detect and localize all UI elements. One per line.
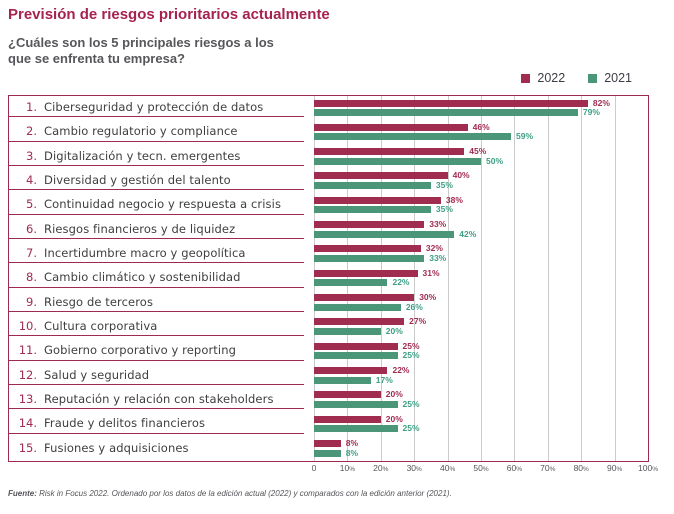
bar-2021 xyxy=(314,401,398,408)
category-label: Cultura corporativa xyxy=(44,318,158,333)
chart-subtitle-line2: que se enfrenta tu empresa? xyxy=(8,51,185,66)
bar-value-2021: 33% xyxy=(429,252,447,263)
bars-column xyxy=(314,96,648,461)
bar-row xyxy=(314,339,648,363)
category-row xyxy=(9,315,314,339)
bar-value-2022: 25% xyxy=(402,340,420,351)
bar-value-2022: 20% xyxy=(385,413,403,424)
bar-row xyxy=(314,291,648,315)
bar-value-2021: 50% xyxy=(486,155,504,166)
category-row xyxy=(9,266,314,290)
bar-row xyxy=(314,218,648,242)
category-number: 2. xyxy=(26,124,37,139)
bar-row xyxy=(314,169,648,193)
category-number: 4. xyxy=(26,172,37,187)
x-tick: 30% xyxy=(406,463,422,473)
x-tick: 40% xyxy=(439,463,456,473)
category-row xyxy=(9,96,314,120)
bar-row xyxy=(314,412,648,436)
row-underline xyxy=(9,165,304,166)
bar-value-2022: 22% xyxy=(392,365,410,376)
row-underline xyxy=(9,384,304,385)
category-number: 11. xyxy=(18,343,37,358)
x-tick: 0 xyxy=(311,463,317,473)
x-tick: 70% xyxy=(540,463,556,473)
row-underline xyxy=(9,238,304,239)
bar-2022 xyxy=(314,440,341,447)
bar-value-2022: 30% xyxy=(419,292,437,303)
row-underline xyxy=(9,262,304,263)
category-row xyxy=(9,193,314,217)
footer-source-label: Fuente: xyxy=(8,489,37,498)
category-number: 5. xyxy=(26,197,37,212)
bar-2021 xyxy=(314,206,431,213)
bar-2021 xyxy=(314,133,511,140)
legend xyxy=(521,71,632,85)
bar-2021 xyxy=(314,425,398,432)
category-number: 13. xyxy=(18,391,37,406)
category-label: Cambio climático y sostenibilidad xyxy=(44,270,241,285)
bar-2022 xyxy=(314,221,424,228)
bar-row xyxy=(314,96,648,120)
category-number: 15. xyxy=(18,440,37,455)
category-label: Ciberseguridad y protección de datos xyxy=(44,100,264,114)
row-underline xyxy=(9,335,304,336)
category-number: 12. xyxy=(18,367,37,382)
legend-swatch-icon xyxy=(521,74,530,83)
x-tick: 60% xyxy=(506,463,523,473)
bar-2021 xyxy=(314,255,424,262)
bar-value-2021: 20% xyxy=(385,325,403,336)
bar-value-2022: 32% xyxy=(425,243,443,254)
bar-value-2022: 45% xyxy=(469,146,487,157)
bar-2022 xyxy=(314,270,418,277)
bar-row xyxy=(314,388,648,412)
x-tick: 10% xyxy=(339,463,356,473)
chart-box xyxy=(8,95,649,462)
category-row xyxy=(9,388,314,412)
bar-2022 xyxy=(314,391,381,398)
bar-value-2022: 31% xyxy=(422,267,440,278)
category-number: 1. xyxy=(26,100,37,114)
bar-value-2021: 42% xyxy=(459,228,477,239)
bar-value-2022: 33% xyxy=(429,219,447,230)
category-row xyxy=(9,364,314,388)
footer-text: Risk in Focus 2022. Ordenado por los datos de la edición actual (2022) y comparados con la edición anterior (2021). xyxy=(36,489,452,498)
category-label: Fusiones y adquisiciones xyxy=(44,440,189,455)
category-label: Cambio regulatorio y compliance xyxy=(44,124,238,139)
x-tick: 80% xyxy=(573,463,589,473)
category-label: Reputación y relación con stakeholders xyxy=(44,391,274,406)
legend-item xyxy=(588,71,632,85)
category-number: 8. xyxy=(26,270,37,285)
bar-value-2021: 25% xyxy=(402,350,420,361)
labels-column xyxy=(9,96,314,461)
category-label: Continuidad negocio y respuesta a crisis xyxy=(44,197,282,212)
row-underline xyxy=(9,141,304,142)
bar-2022 xyxy=(314,294,414,301)
bar-2021 xyxy=(314,328,381,335)
category-row xyxy=(9,120,314,144)
bar-2022 xyxy=(314,124,468,131)
legend-label: 2021 xyxy=(604,71,632,85)
bar-value-2022: 27% xyxy=(409,316,427,327)
category-row xyxy=(9,242,314,266)
bar-row xyxy=(314,193,648,217)
category-row xyxy=(9,412,314,436)
bar-2021 xyxy=(314,377,371,384)
bar-2021 xyxy=(314,231,454,238)
bar-value-2021: 17% xyxy=(375,374,393,385)
legend-swatch-icon xyxy=(588,74,597,83)
category-row xyxy=(9,169,314,193)
category-number: 9. xyxy=(26,294,37,309)
category-row xyxy=(9,291,314,315)
row-underline xyxy=(9,214,304,215)
bar-2021 xyxy=(314,450,341,457)
row-underline xyxy=(9,189,304,190)
bar-value-2022: 46% xyxy=(472,121,490,132)
bar-value-2022: 8% xyxy=(345,438,359,449)
footer xyxy=(8,489,452,498)
category-label: Incertidumbre macro y geopolítica xyxy=(44,245,246,260)
category-number: 7. xyxy=(26,245,37,260)
bar-value-2021: 22% xyxy=(392,277,410,288)
chart-subtitle xyxy=(8,35,274,67)
row-underline xyxy=(9,408,304,409)
category-label: Digitalización y tecn. emergentes xyxy=(44,148,241,163)
bar-row xyxy=(314,242,648,266)
bar-2021 xyxy=(314,182,431,189)
category-number: 3. xyxy=(26,148,37,163)
row-underline xyxy=(9,360,304,361)
category-label: Fraude y delitos financieros xyxy=(44,416,206,431)
category-label: Riesgos financieros y de liquidez xyxy=(44,221,236,236)
bar-2022 xyxy=(314,318,404,325)
bar-2022 xyxy=(314,367,387,374)
bar-2022 xyxy=(314,416,381,423)
category-row xyxy=(9,145,314,169)
category-number: 14. xyxy=(18,416,37,431)
x-axis xyxy=(311,463,658,475)
bar-2021 xyxy=(314,304,401,311)
bar-2021 xyxy=(314,279,387,286)
bar-value-2021: 25% xyxy=(402,398,420,409)
x-tick: 100% xyxy=(638,463,658,473)
category-label: Gobierno corporativo y reporting xyxy=(44,343,236,358)
row-underline xyxy=(9,311,304,312)
x-tick: 90% xyxy=(606,463,623,473)
bar-2021 xyxy=(314,158,481,165)
bar-row xyxy=(314,364,648,388)
chart-title: Previsión de riesgos prioritarios actualmente xyxy=(8,6,330,23)
bar-row xyxy=(314,266,648,290)
category-label: Riesgo de terceros xyxy=(44,294,154,309)
category-row xyxy=(9,218,314,242)
x-tick: 50% xyxy=(473,463,489,473)
bar-value-2022: 20% xyxy=(385,389,403,400)
category-number: 10. xyxy=(18,318,37,333)
category-number: 6. xyxy=(26,221,37,236)
row-underline xyxy=(9,287,304,288)
bar-value-2021: 8% xyxy=(345,447,359,458)
category-label: Salud y seguridad xyxy=(44,367,150,382)
row-underline xyxy=(9,433,304,434)
bar-value-2022: 38% xyxy=(445,194,463,205)
bar-2021 xyxy=(314,352,398,359)
chart-subtitle-line1: ¿Cuáles son los 5 principales riesgos a los xyxy=(8,35,274,50)
bar-value-2022: 40% xyxy=(452,170,470,181)
bar-value-2021: 59% xyxy=(516,131,534,142)
row-underline xyxy=(9,116,304,117)
bar-2022 xyxy=(314,172,448,179)
bar-row xyxy=(314,145,648,169)
category-row xyxy=(9,437,314,461)
bar-row xyxy=(314,120,648,144)
bar-value-2021: 35% xyxy=(435,204,453,215)
bar-value-2021: 35% xyxy=(435,179,453,190)
bar-row xyxy=(314,437,648,461)
category-label: Diversidad y gestión del talento xyxy=(44,172,231,187)
bar-2022 xyxy=(314,148,464,155)
bar-value-2021: 26% xyxy=(405,301,423,312)
bar-2022 xyxy=(314,245,421,252)
category-row xyxy=(9,339,314,363)
bar-2022 xyxy=(314,100,588,107)
bar-2022 xyxy=(314,343,398,350)
bar-value-2021: 25% xyxy=(402,423,420,434)
legend-item xyxy=(521,71,565,85)
bar-row xyxy=(314,315,648,339)
bar-value-2022: 82% xyxy=(592,97,610,108)
x-tick: 20% xyxy=(373,463,389,473)
bar-value-2021: 79% xyxy=(582,107,600,117)
bar-2022 xyxy=(314,197,441,204)
bar-2021 xyxy=(314,109,578,116)
legend-label: 2022 xyxy=(537,71,566,85)
